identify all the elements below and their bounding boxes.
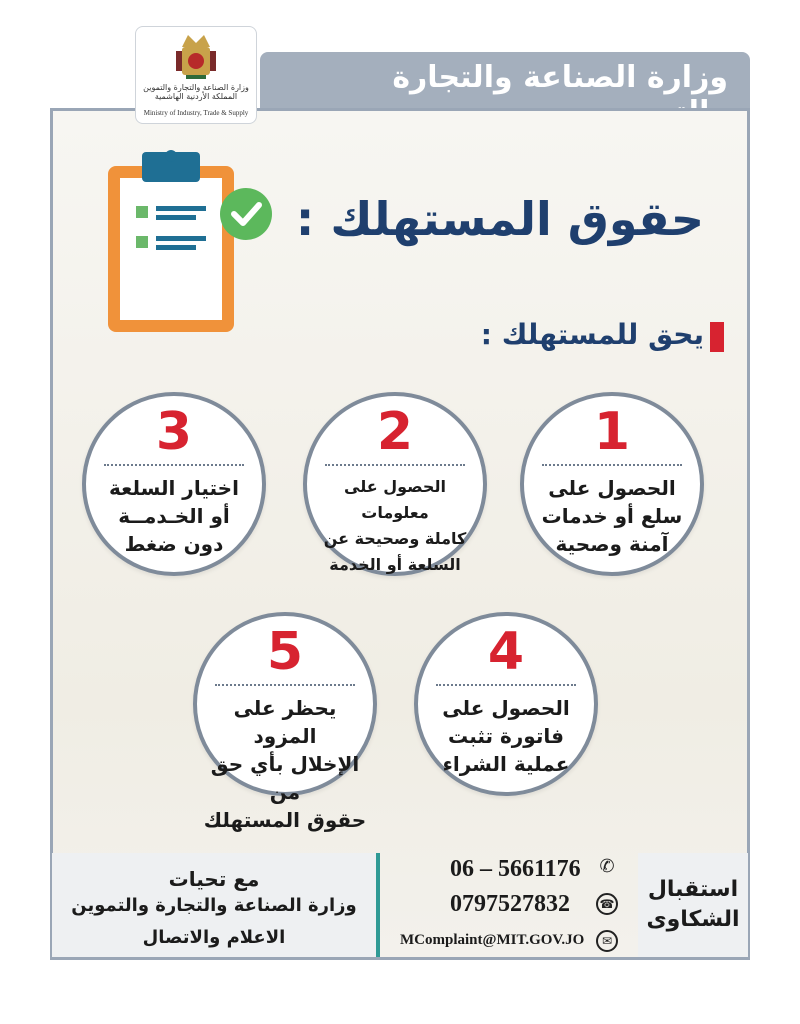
right-card-4 [414, 612, 598, 796]
clipboard-checklist-icon [100, 148, 280, 338]
right-text: الحصول على سلع أو خدمات آمنة وصحية [541, 476, 683, 556]
footer-ministry: وزارة الصناعة والتجارة والتموين [71, 895, 357, 916]
footer-greeting-panel [52, 853, 376, 957]
footer-divider [376, 853, 380, 957]
logo-english-text: Ministry of Industry, Trade & Supply [143, 109, 249, 117]
mail-icon: ✉ [596, 930, 618, 952]
right-number: 1 [593, 402, 631, 462]
right-card-5 [193, 612, 377, 832]
email-address[interactable]: MComplaint@MIT.GOV.JO [400, 932, 585, 948]
page-title: حقوق المستهلك : [295, 192, 704, 246]
complaints-panel [638, 853, 748, 957]
phone-number[interactable]: 06 – 5661176 [450, 856, 581, 882]
right-text: الحصول على فاتورة تثبت عملية الشراء [442, 696, 570, 776]
logo-arabic-text: وزارة الصناعة والتجارة والتموين المملكة الأردنية الهاشمية [143, 83, 249, 101]
right-number: 3 [155, 402, 193, 462]
header-banner [260, 52, 750, 110]
complaints-label-2: الشكاوى [646, 907, 740, 932]
ministry-logo [135, 26, 257, 124]
footer-department: الاعلام والاتصال [142, 927, 286, 948]
footer-greeting: مع تحيات [168, 867, 260, 891]
right-number: 4 [487, 622, 525, 682]
right-number: 5 [266, 622, 304, 682]
phone-icon: ✆ [599, 856, 615, 877]
right-number: 2 [376, 402, 414, 462]
whatsapp-icon: ☎ [596, 893, 618, 915]
right-card-3 [82, 392, 266, 576]
whatsapp-number[interactable]: 0797527832 [450, 891, 570, 917]
right-text: يحظر على المزود الإخلال بأي حق من حقوق المستهلك [203, 696, 367, 832]
right-card-1 [520, 392, 704, 576]
header-title: وزارة الصناعة والتجارة [392, 60, 728, 95]
page-subtitle: يحق للمستهلك : [480, 318, 704, 351]
right-text: الحصول على معلومات كاملة وصحيحة عن السلعة أو الخدمة [323, 477, 467, 574]
right-card-2 [303, 392, 487, 576]
crown-emblem-icon [136, 27, 256, 83]
complaints-label-1: استقبال [647, 877, 739, 902]
subtitle-marker [710, 322, 724, 352]
right-text: اختيار السلعة أو الخـدمــة دون ضغط [109, 476, 239, 556]
